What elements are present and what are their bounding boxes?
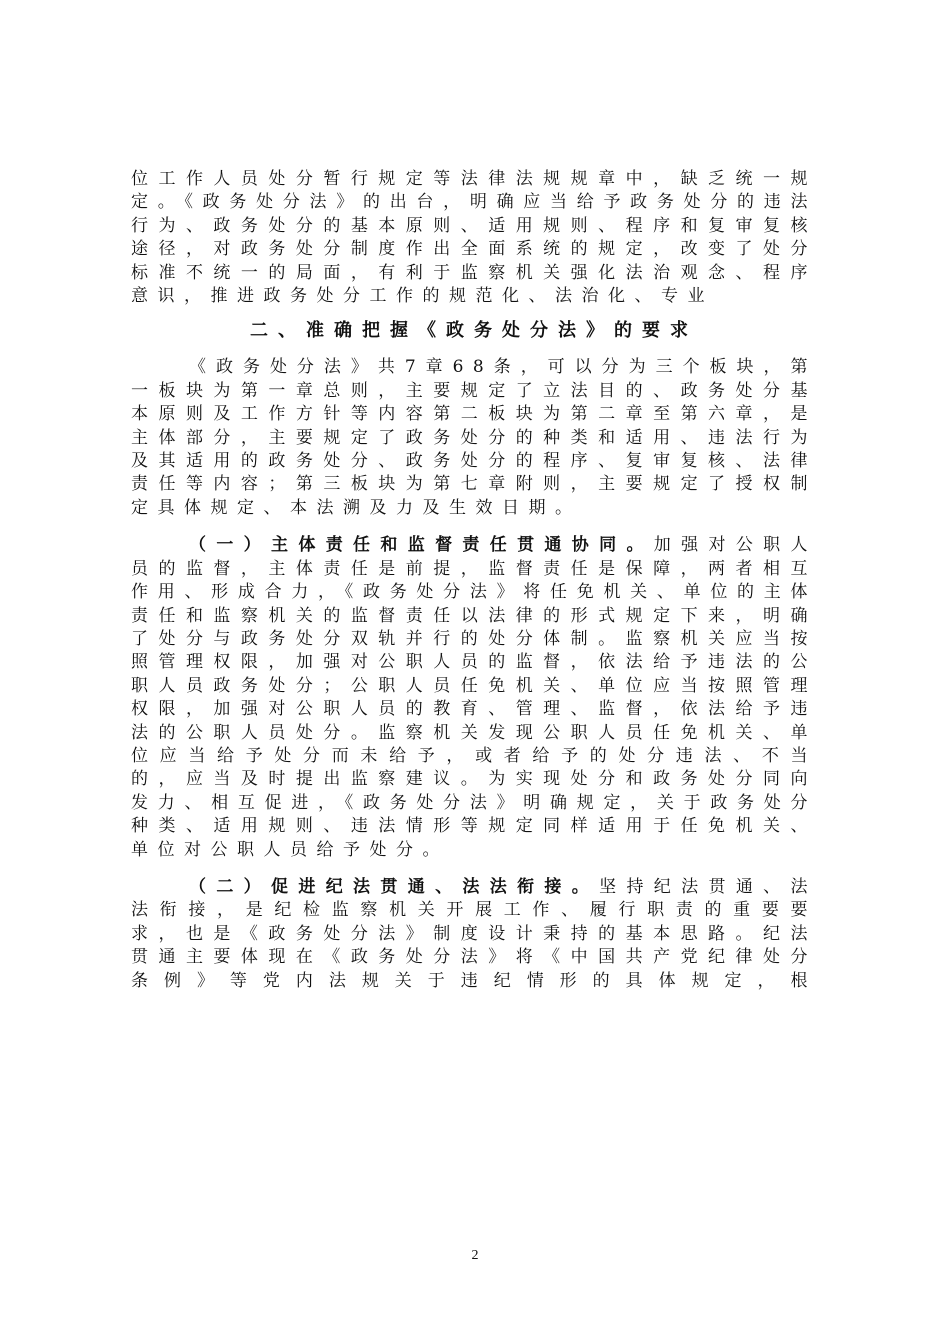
subheading-responsibility: （一）主体责任和监督责任贯通协同。	[189, 535, 654, 556]
paragraph-structure: 《政务处分法》共7章68条，可以分为三个板块，第一板块为第一章总则，主要规定了立法目的、政务处分基本原则及工作方针等内容第二板块为第二章至第六章，是主体部分，主要规定了政务处分的种类和适用、违法行为及其适用的政务处分、政务处分的程序、复审复核、法律责任等内容；第三板块为第七章附则，主要规定了授权制定具体规定、本法溯及力及生效日期。	[131, 357, 817, 518]
paragraph-responsibility	[131, 534, 817, 862]
document-body	[131, 168, 817, 993]
paragraph-discipline-law	[131, 876, 817, 993]
section-heading-2: 二、准确把握《政务处分法》的要求	[250, 320, 698, 342]
subheading-discipline-law: （二）促进纪法贯通、法法衔接。	[189, 876, 600, 897]
paragraph-discipline-law-body: 坚持纪法贯通、法法衔接，是纪检监察机关开展工作、履行职责的重要要求，也是《政务处分法》制度设计秉持的基本思路。纪法贯通主要体现在《政务处分法》将《中国共产党纪律处分条例》等党内法规关于违纪情形的具体规定，根	[131, 876, 818, 991]
page-number: 2	[471, 1248, 479, 1263]
paragraph-intro-continued: 位工作人员处分暂行规定等法律法规规章中，缺乏统一规定。《政务处分法》的出台，明确应当给予政务处分的违法行为、政务处分的基本原则、适用规则、程序和复审复核途径，对政务处分制度作出全面系统的规定，改变了处分标准不统一的局面，有利于监察机关强化法治观念、程序意识，推进政务处分工作的规范化、法治化、专业	[131, 169, 817, 307]
paragraph-responsibility-body: 加强对公职人员的监督，主体责任是前提，监督责任是保障，两者相互作用、形成合力，《政务处分法》将任免机关、单位的主体责任和监察机关的监督责任以法律的形式规定下来，明确了处分与政务处分双轨并行的处分体制。监察机关应当按照管理权限，加强对公职人员的监督，依法给予违法的公职人员政务处分；公职人员任免机关、单位应当按照管理权限，加强对公职人员的教育、管理、监督，依法给予违法的公职人员处分。监察机关发现公职人员任免机关、单位应当给予处分而未给予，或者给予的处分违法、不当的，应当及时提出监察建议。为实现处分和政务处分同向发力、相互促进，《政务处分法》明确规定，关于政务处分种类、适用规则、违法情形等规定同样适用于任免机关、单位对公职人员给予处分。	[131, 535, 818, 860]
